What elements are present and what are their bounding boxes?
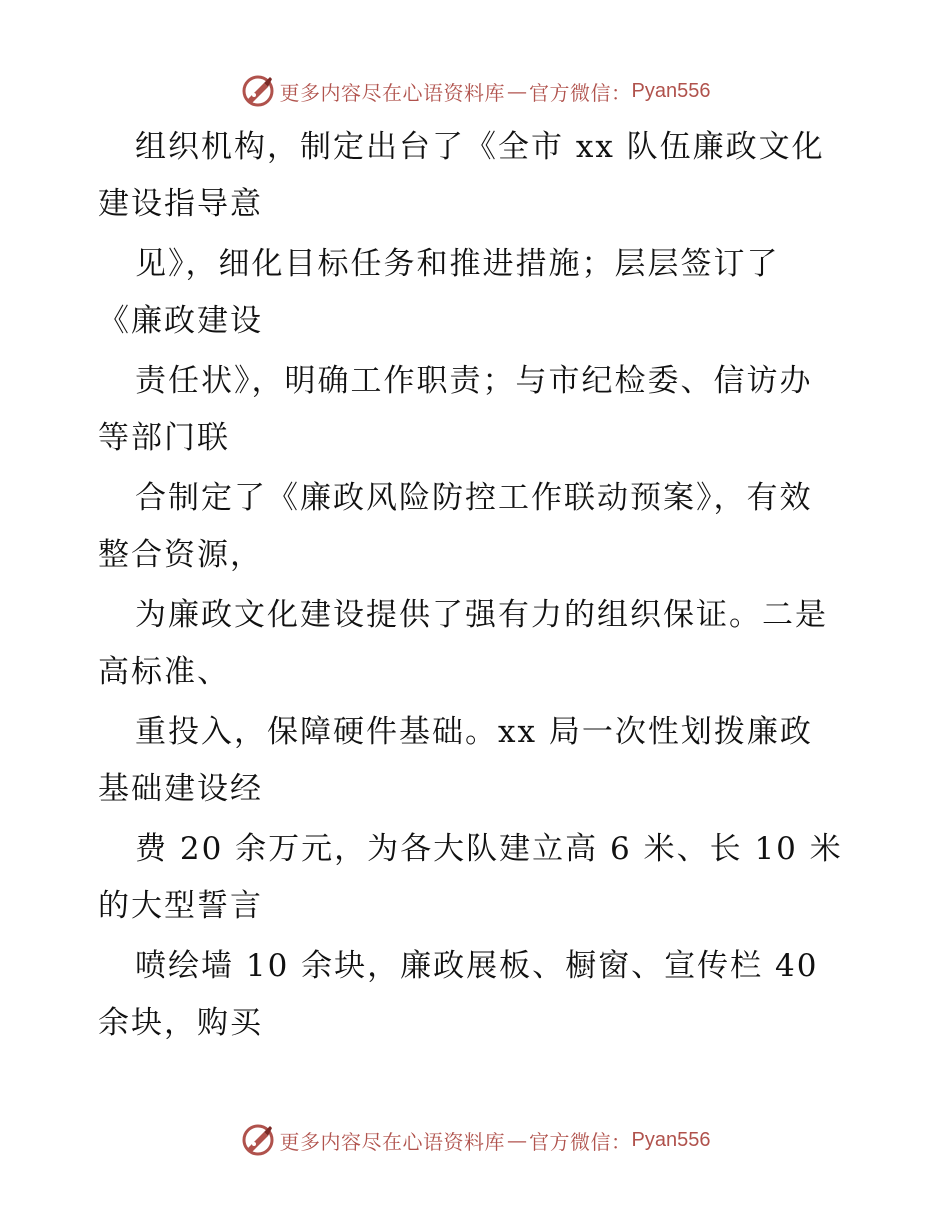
body-line: 合制定了《廉政风险防控工作联动预案》，有效 [135,480,813,516]
body-line: 喷绘墙 10 余块，廉政展板、橱窗、宣传栏 40 [135,948,819,984]
body-line: 基础建设经 [98,771,263,807]
body-line: 见》，细化目标任务和推进措施；层层签订了 [135,246,780,282]
body-line: 等部门联 [98,420,230,456]
body-line: 《廉政建设 [98,303,263,339]
footer-text: 更多内容尽在心语资料库 [279,1129,506,1154]
header-label: 官方微信： [529,80,632,105]
header-wechat-id: Pyan556 [631,79,711,102]
body-line: 责任状》，明确工作职责；与市纪检委、信访办 [135,363,813,399]
footer-label: 官方微信： [529,1129,632,1154]
body-line: 的大型誓言 [98,888,263,924]
footer-wechat-id: Pyan556 [631,1128,711,1151]
header-text: 更多内容尽在心语资料库 [279,80,506,105]
body-line: 重投入，保障硬件基础。xx 局一次性划拨廉政 [135,714,813,750]
body-line: 整合资源， [98,537,263,573]
pen-logo-icon [240,1122,276,1158]
footer-separator: — [507,1128,528,1152]
footer-watermark [0,1120,950,1160]
body-line: 为廉政文化建设提供了强有力的组织保证。二是 [135,597,828,633]
body-line: 组织机构，制定出台了《全市 xx 队伍廉政文化 [135,129,825,165]
body-line: 高标准、 [98,654,230,690]
body-line: 费 20 余万元，为各大队建立高 6 米、长 10 米 [135,831,843,867]
header-separator: — [507,79,528,103]
body-line: 建设指导意 [98,186,263,222]
body-line: 余块，购买 [98,1005,263,1041]
